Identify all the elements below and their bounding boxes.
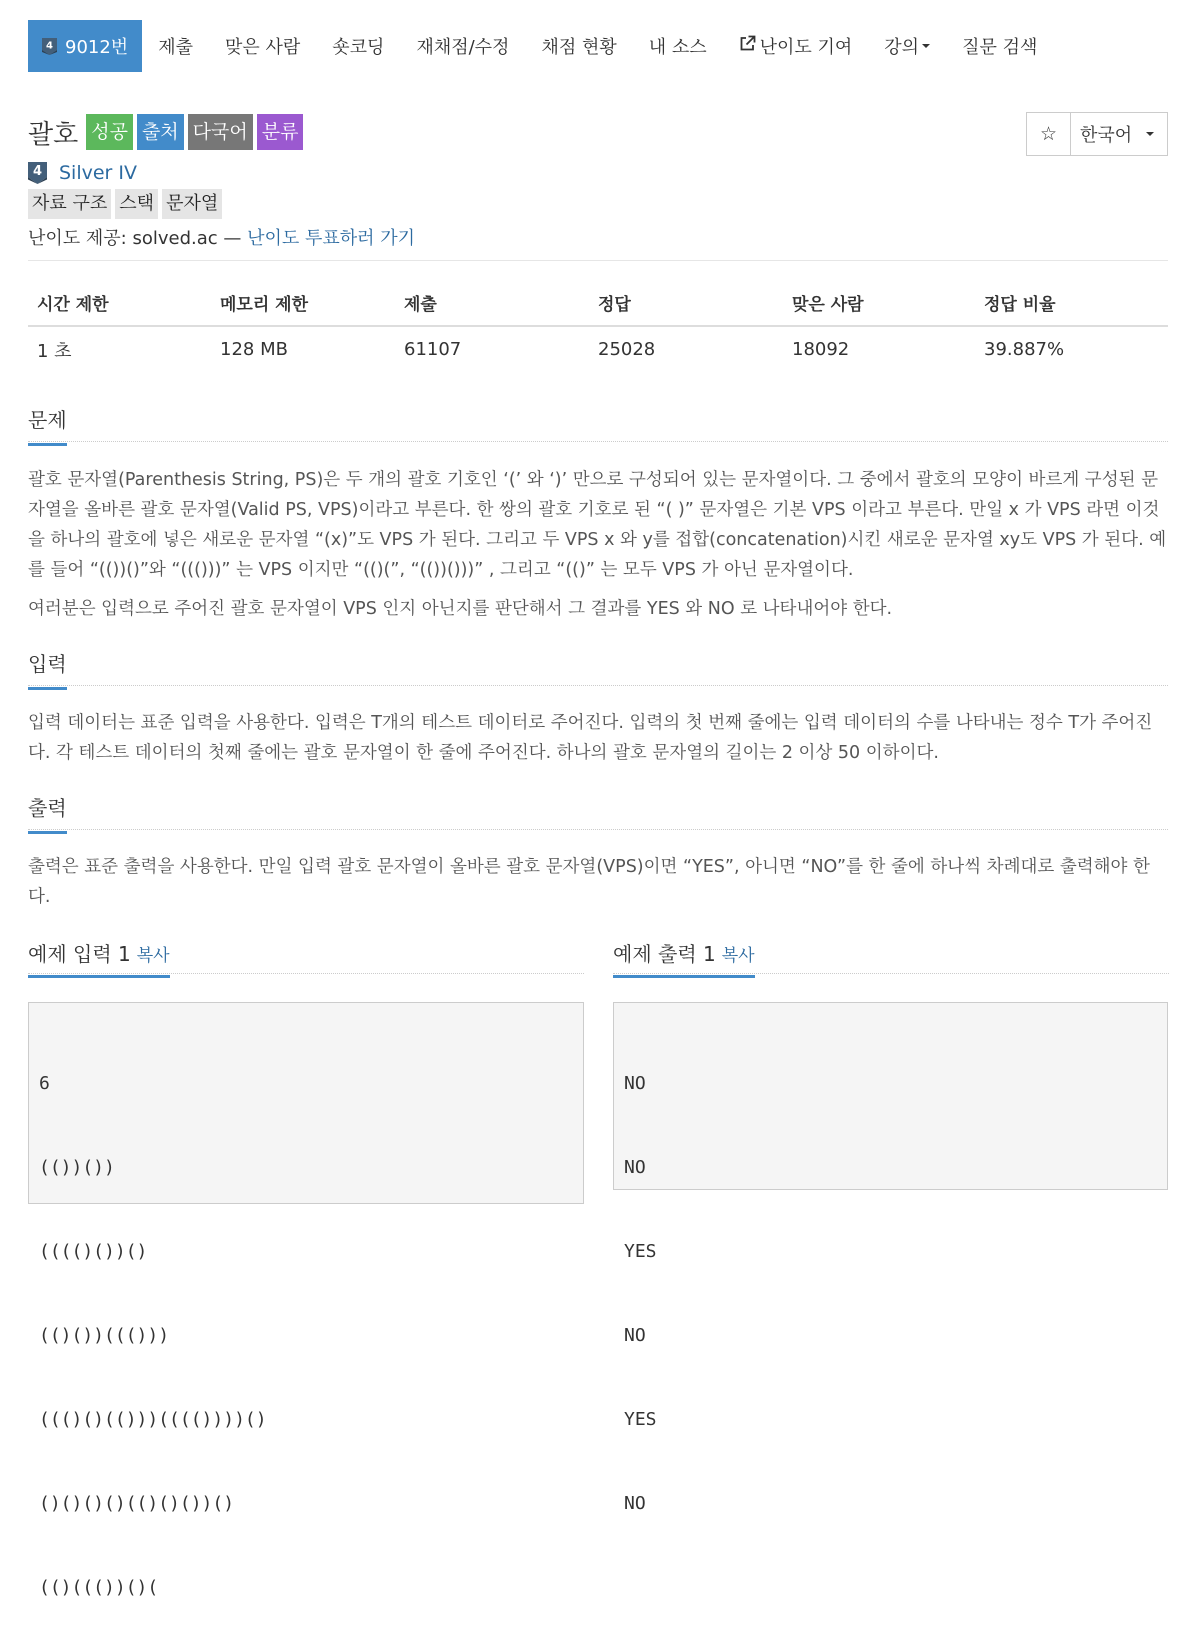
problem-title-row bbox=[28, 112, 307, 152]
label-source[interactable]: 출처 bbox=[137, 114, 184, 150]
sample-output-title: 예제 출력 1 bbox=[613, 942, 716, 966]
sample-input-title-wrap bbox=[28, 938, 170, 978]
star-button[interactable] bbox=[1027, 113, 1071, 155]
description-paragraph: 여러분은 입력으로 주어진 괄호 문자열이 VPS 인지 아닌지를 판단해서 그 결과를 YES 와 NO 로 나타내어야 한다. bbox=[28, 599, 893, 619]
sample-output-title-wrap bbox=[613, 938, 755, 978]
sample-output-line: YES bbox=[624, 1409, 657, 1430]
header-accepted: 정답 bbox=[589, 280, 783, 326]
tag-item[interactable]: 스택 bbox=[115, 189, 158, 219]
tier-row bbox=[28, 160, 137, 186]
sample-output-line: NO bbox=[624, 1325, 646, 1346]
tab-lecture[interactable] bbox=[868, 20, 946, 72]
output-paragraph: 출력은 표준 출력을 사용한다. 만일 입력 괄호 문자열이 올바른 괄호 문자열(VPS)이면 “YES”, 아니면 “NO”를 한 줄에 하나씩 차례대로 출력해야 한다. bbox=[28, 857, 1150, 907]
tier-badge-icon bbox=[42, 38, 57, 55]
tag-item[interactable]: 자료 구조 bbox=[28, 189, 111, 219]
sample-output-box[interactable] bbox=[613, 1002, 1168, 1514]
copy-sample-output-button[interactable]: 복사 bbox=[721, 946, 755, 966]
sample-input-line: (()((())()( bbox=[39, 1577, 159, 1598]
input-heading bbox=[28, 648, 1168, 686]
tab-short-coding[interactable]: 숏코딩 bbox=[332, 37, 385, 58]
sample-input-heading bbox=[28, 938, 584, 974]
tier-badge-icon bbox=[28, 162, 47, 184]
input-body bbox=[28, 708, 1168, 777]
submissions-value: 61107 bbox=[404, 339, 462, 360]
input-title: 입력 bbox=[28, 648, 67, 690]
description-paragraph: 괄호 문자열(Parenthesis String, PS)은 두 개의 괄호 기호인 ‘(’ 와 ‘)’ 만으로 구성되어 있는 문자열이다. 그 중에서 괄호의 모양이 바르게 구성된 문자열을 올바른 괄호 문자열(Valid PS, VPS)이라고 부른다. 한 쌍의 괄호 기호로 된 “( )” 문자열은 기본 VPS 이라고 부른다. 만일 x 가 VPS 라면 이것을 하나의 괄호에 넣은 새로운 문자열 “(x)”도 VPS 가 된다. 그리고 두 VPS x 와 y를 접합(concatenation)시킨 새로운 문자열 xy도 VPS 가 된다. 예를 들어 “(())()”와 “((()))” 는 VPS 이지만 “(()(”, “(())()))” , 그리고 “(()” 는 모두 VPS 가 아닌 문자열이다. bbox=[28, 470, 1167, 580]
sample-input-line: 6 bbox=[39, 1073, 50, 1094]
sample-input-box[interactable] bbox=[28, 1002, 584, 1598]
output-title: 출력 bbox=[28, 792, 67, 834]
caret-down-icon bbox=[922, 44, 930, 48]
external-link-icon bbox=[739, 35, 756, 57]
sample-input-line: ()()()()(()()())() bbox=[39, 1493, 235, 1514]
table-row bbox=[28, 326, 1168, 372]
sample-output-heading bbox=[613, 938, 1169, 974]
dotted-divider bbox=[28, 829, 1168, 830]
tab-problem[interactable] bbox=[28, 20, 142, 72]
description-heading bbox=[28, 404, 1168, 442]
language-label: 한국어 bbox=[1080, 125, 1133, 146]
svg-text:4: 4 bbox=[46, 40, 53, 51]
sample-output-line: NO bbox=[624, 1493, 646, 1514]
tab-lecture-label: 강의 bbox=[884, 37, 920, 58]
header-solvers: 맞은 사람 bbox=[783, 280, 975, 326]
sample-input-line: (((()())() bbox=[39, 1241, 148, 1262]
tab-difficulty-contribution-label: 난이도 기여 bbox=[759, 37, 853, 58]
memory-limit-value: 128 MB bbox=[220, 339, 288, 360]
accept-ratio-value: 39.887% bbox=[984, 339, 1065, 360]
sample-output-line: NO bbox=[624, 1073, 646, 1094]
vote-link[interactable]: 난이도 투표하러 가기 bbox=[247, 228, 416, 249]
star-icon: ☆ bbox=[1039, 123, 1058, 145]
header-accept-ratio: 정답 비율 bbox=[975, 280, 1168, 326]
problem-number: 9012번 bbox=[65, 37, 129, 58]
algorithm-tags bbox=[28, 189, 226, 219]
table-header-row bbox=[28, 280, 1168, 326]
sample-input-line: (()())((())) bbox=[39, 1325, 170, 1346]
problem-title: 괄호 bbox=[28, 119, 79, 150]
dotted-divider bbox=[28, 685, 1168, 686]
provider-text: 난이도 제공: solved.ac — bbox=[28, 228, 248, 249]
dotted-divider bbox=[28, 973, 584, 974]
difficulty-provider bbox=[28, 224, 415, 250]
tab-question-search[interactable]: 질문 검색 bbox=[962, 37, 1038, 58]
sample-input-line: (())()) bbox=[39, 1157, 115, 1178]
description-body bbox=[28, 465, 1168, 633]
tab-my-source[interactable]: 내 소스 bbox=[648, 37, 707, 58]
problem-info-table bbox=[28, 280, 1168, 372]
tab-status[interactable]: 채점 현황 bbox=[541, 37, 617, 58]
divider bbox=[28, 260, 1168, 261]
copy-sample-input-button[interactable]: 복사 bbox=[136, 946, 170, 966]
sample-output-line: NO bbox=[624, 1157, 646, 1178]
label-success[interactable]: 성공 bbox=[86, 114, 133, 150]
tab-difficulty-contribution[interactable] bbox=[723, 20, 869, 72]
tab-rejudge[interactable]: 재채점/수정 bbox=[416, 37, 510, 58]
output-body bbox=[28, 852, 1168, 921]
label-category[interactable]: 분류 bbox=[257, 114, 304, 150]
sample-output-line: YES bbox=[624, 1241, 657, 1262]
dotted-divider bbox=[28, 441, 1168, 442]
solvers-value: 18092 bbox=[792, 339, 850, 360]
tab-accepted-users[interactable]: 맞은 사람 bbox=[224, 37, 301, 58]
svg-text:4: 4 bbox=[32, 164, 43, 179]
time-limit-value: 1 초 bbox=[37, 340, 72, 362]
tag-item[interactable]: 문자열 bbox=[162, 189, 222, 219]
description-title: 문제 bbox=[28, 404, 67, 446]
label-multilingual[interactable]: 다국어 bbox=[188, 114, 253, 150]
tab-submit[interactable]: 제출 bbox=[158, 37, 193, 58]
header-time-limit: 시간 제한 bbox=[28, 280, 211, 326]
language-dropdown[interactable] bbox=[1071, 113, 1167, 155]
output-heading bbox=[28, 792, 1168, 830]
header-memory-limit: 메모리 제한 bbox=[211, 280, 395, 326]
problem-actions bbox=[1026, 112, 1168, 156]
input-paragraph: 입력 데이터는 표준 입력을 사용한다. 입력은 T개의 테스트 데이터로 주어진다. 입력의 첫 번째 줄에는 입력 데이터의 수를 나타내는 정수 T가 주어진다. 각 테스트 데이터의 첫째 줄에는 괄호 문자열이 한 줄에 주어진다. 하나의 괄호 문자열의 길이는 2 이상 50 이하이다. bbox=[28, 713, 1153, 763]
problem-menu bbox=[28, 20, 1053, 72]
sample-input-line: ((()()(()))(((())))() bbox=[39, 1409, 267, 1430]
caret-down-icon bbox=[1146, 132, 1154, 136]
tier-link[interactable]: Silver IV bbox=[59, 162, 138, 184]
header-submissions: 제출 bbox=[395, 280, 589, 326]
accepted-value: 25028 bbox=[598, 339, 656, 360]
sample-input-title: 예제 입력 1 bbox=[28, 942, 131, 966]
dotted-divider bbox=[613, 973, 1169, 974]
